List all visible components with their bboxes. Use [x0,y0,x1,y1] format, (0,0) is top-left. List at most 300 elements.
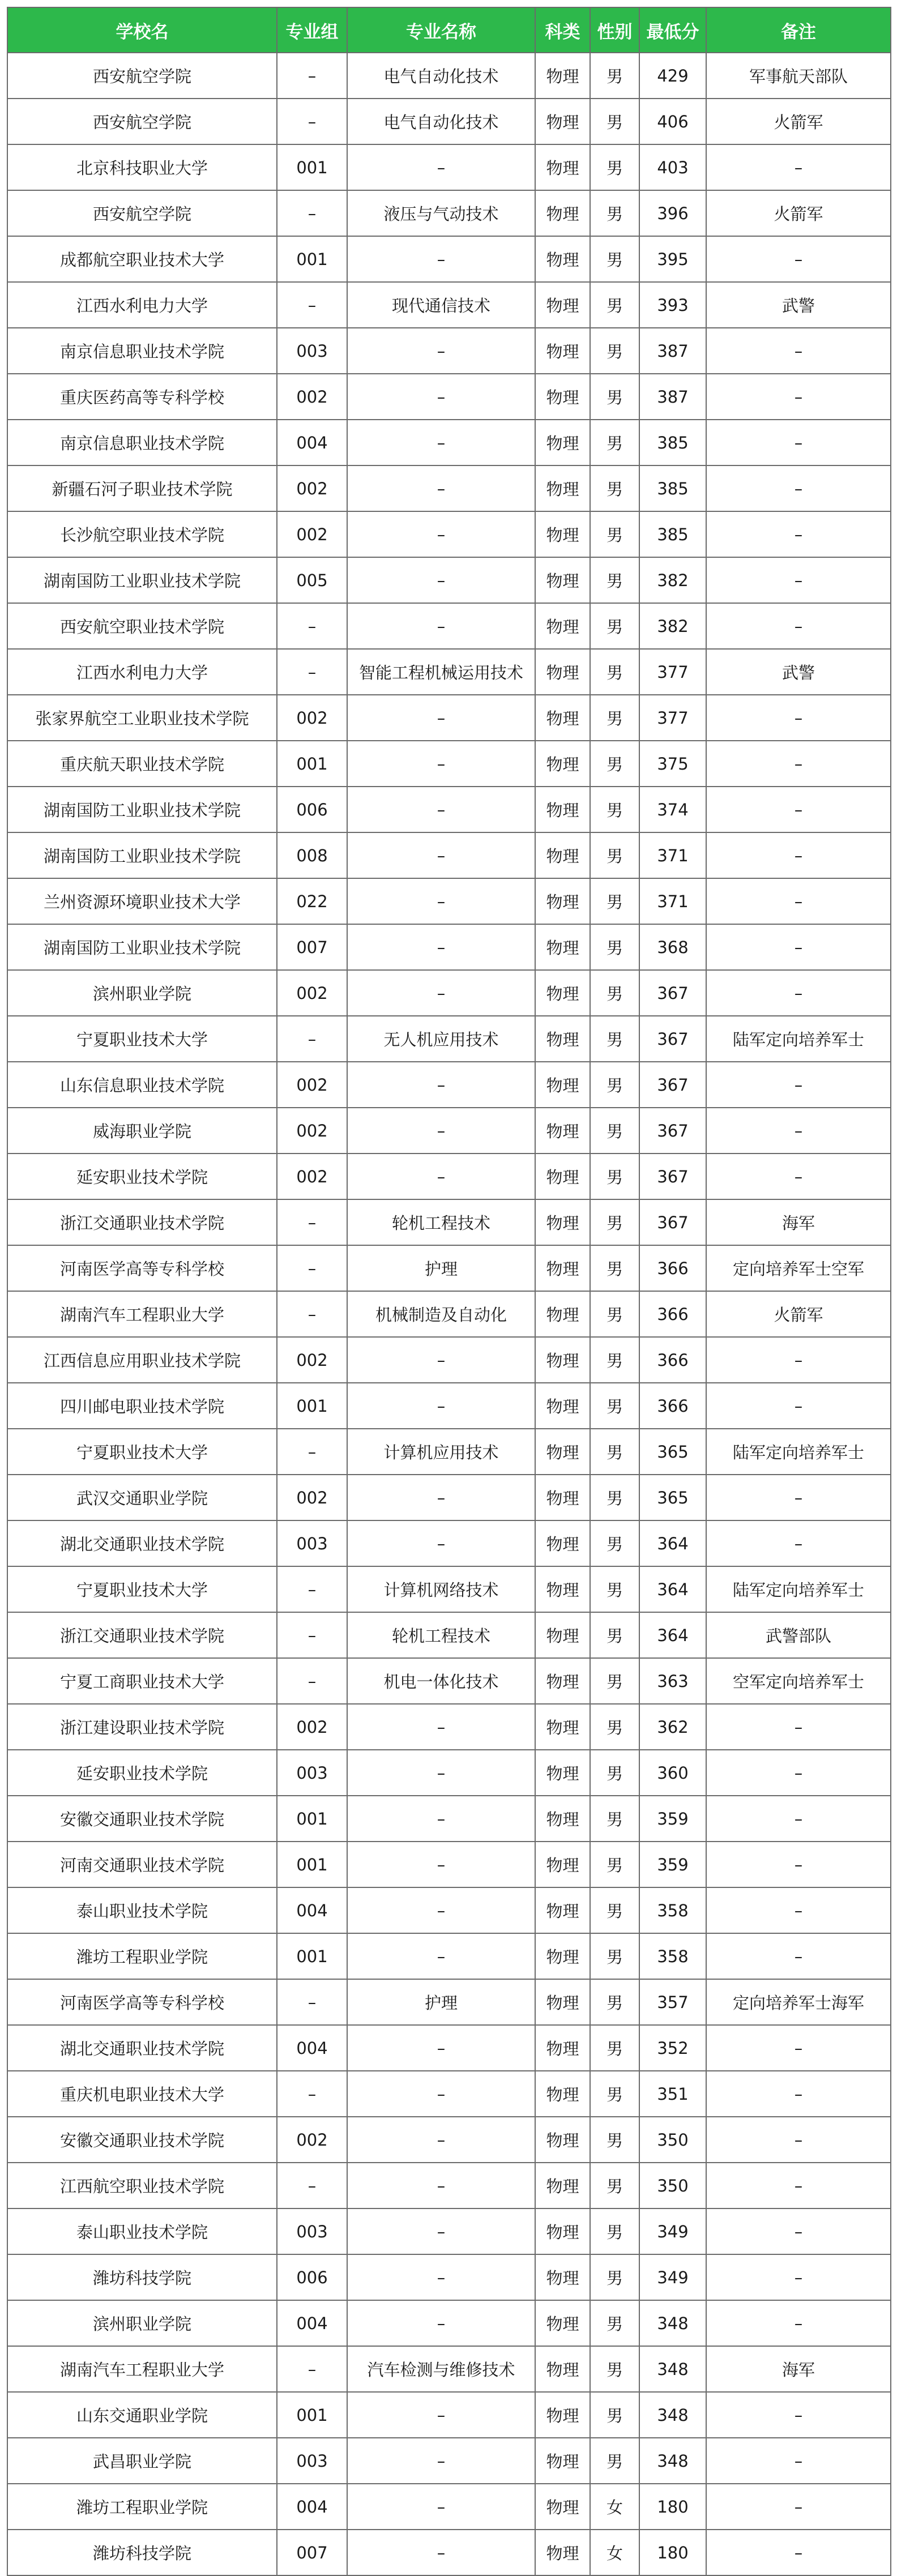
major-group-cell: – [277,1979,347,2025]
header-min-score: 最低分 [639,7,706,53]
major-name-cell: – [347,1887,535,1933]
notes-cell: – [706,1887,891,1933]
subject-cell: 物理 [535,2438,590,2484]
subject-cell: 物理 [535,1337,590,1383]
subject-cell: 物理 [535,2346,590,2392]
major-group-cell: 003 [277,2438,347,2484]
subject-cell: 物理 [535,1612,590,1658]
major-group-cell: – [277,1291,347,1337]
table-row [7,1245,891,1291]
gender-cell: 男 [590,190,639,236]
notes-cell: – [706,2484,891,2530]
major-group-cell: 002 [277,465,347,511]
subject-cell: 物理 [535,603,590,649]
notes-cell: – [706,970,891,1016]
major-name-cell: – [347,328,535,374]
subject-cell: 物理 [535,465,590,511]
min-score-cell: 348 [639,2300,706,2346]
subject-cell: 物理 [535,2025,590,2071]
min-score-cell: 371 [639,832,706,878]
school-cell: 湖南国防工业职业技术学院 [7,832,277,878]
subject-cell: 物理 [535,1979,590,2025]
gender-cell: 男 [590,2071,639,2117]
table-row [7,1062,891,1108]
min-score-cell: 365 [639,1429,706,1475]
major-name-cell: – [347,2025,535,2071]
major-group-cell: 006 [277,2254,347,2300]
school-cell: 兰州资源环境职业技术大学 [7,878,277,924]
major-name-cell: 轮机工程技术 [347,1612,535,1658]
notes-cell: – [706,1796,891,1842]
major-name-cell: – [347,420,535,465]
major-name-cell: 轮机工程技术 [347,1199,535,1245]
min-score-cell: 348 [639,2346,706,2392]
major-name-cell: 液压与气动技术 [347,190,535,236]
subject-cell: 物理 [535,1520,590,1566]
min-score-cell: 396 [639,190,706,236]
major-group-cell: – [277,2163,347,2208]
subject-cell: 物理 [535,2163,590,2208]
major-name-cell: – [347,2484,535,2530]
gender-cell: 男 [590,695,639,741]
gender-cell: 男 [590,970,639,1016]
min-score-cell: 385 [639,420,706,465]
table-row [7,1429,891,1475]
notes-cell: – [706,2300,891,2346]
notes-cell: – [706,1337,891,1383]
major-name-cell: – [347,1750,535,1796]
school-cell: 山东信息职业技术学院 [7,1062,277,1108]
school-cell: 宁夏职业技术大学 [7,1016,277,1062]
gender-cell: 男 [590,1750,639,1796]
table-row [7,2484,891,2530]
school-cell: 南京信息职业技术学院 [7,328,277,374]
min-score-cell: 403 [639,144,706,190]
min-score-cell: 364 [639,1566,706,1612]
notes-cell: – [706,1933,891,1979]
major-group-cell: 003 [277,1750,347,1796]
major-group-cell: 002 [277,695,347,741]
table-row [7,1199,891,1245]
gender-cell: 男 [590,2117,639,2163]
notes-cell: 陆军定向培养军士 [706,1016,891,1062]
notes-cell: – [706,2392,891,2438]
subject-cell: 物理 [535,878,590,924]
gender-cell: 男 [590,741,639,787]
major-name-cell: 计算机应用技术 [347,1429,535,1475]
major-group-cell: 002 [277,374,347,420]
min-score-cell: 350 [639,2163,706,2208]
major-group-cell: – [277,99,347,144]
subject-cell: 物理 [535,236,590,282]
table-row [7,2300,891,2346]
table-row [7,2392,891,2438]
table-row [7,2163,891,2208]
table-row [7,649,891,695]
table-row [7,1291,891,1337]
major-name-cell: – [347,557,535,603]
min-score-cell: 357 [639,1979,706,2025]
subject-cell: 物理 [535,1062,590,1108]
min-score-cell: 406 [639,99,706,144]
subject-cell: 物理 [535,1154,590,1199]
subject-cell: 物理 [535,420,590,465]
major-group-cell: – [277,603,347,649]
major-group-cell: – [277,1245,347,1291]
school-cell: 重庆机电职业技术大学 [7,2071,277,2117]
notes-cell: – [706,1842,891,1887]
notes-cell: – [706,695,891,741]
major-group-cell: 002 [277,1154,347,1199]
notes-cell: 火箭军 [706,1291,891,1337]
header-notes: 备注 [706,7,891,53]
gender-cell: 男 [590,1245,639,1291]
major-group-cell: 003 [277,328,347,374]
table-row [7,1612,891,1658]
major-group-cell: 001 [277,1383,347,1429]
school-cell: 江西航空职业技术学院 [7,2163,277,2208]
table-row [7,465,891,511]
notes-cell: – [706,1154,891,1199]
major-group-cell: – [277,53,347,99]
table-row [7,2025,891,2071]
min-score-cell: 367 [639,1062,706,1108]
min-score-cell: 349 [639,2208,706,2254]
school-cell: 江西水利电力大学 [7,282,277,328]
gender-cell: 男 [590,282,639,328]
major-group-cell: 003 [277,1520,347,1566]
subject-cell: 物理 [535,1750,590,1796]
subject-cell: 物理 [535,649,590,695]
major-name-cell: 汽车检测与维修技术 [347,2346,535,2392]
school-cell: 宁夏职业技术大学 [7,1566,277,1612]
gender-cell: 男 [590,2254,639,2300]
min-score-cell: 367 [639,970,706,1016]
gender-cell: 男 [590,878,639,924]
gender-cell: 男 [590,53,639,99]
school-cell: 江西水利电力大学 [7,649,277,695]
school-cell: 宁夏工商职业技术大学 [7,1658,277,1704]
notes-cell: 武警 [706,649,891,695]
min-score-cell: 385 [639,511,706,557]
major-group-cell: 002 [277,1337,347,1383]
major-group-cell: 001 [277,144,347,190]
subject-cell: 物理 [535,1475,590,1520]
major-group-cell: 007 [277,924,347,970]
min-score-cell: 349 [639,2254,706,2300]
school-cell: 泰山职业技术学院 [7,2208,277,2254]
gender-cell: 男 [590,420,639,465]
subject-cell: 物理 [535,787,590,832]
school-cell: 重庆医药高等专科学校 [7,374,277,420]
major-name-cell: – [347,603,535,649]
major-name-cell: – [347,236,535,282]
table-row [7,1108,891,1154]
subject-cell: 物理 [535,1108,590,1154]
min-score-cell: 359 [639,1796,706,1842]
subject-cell: 物理 [535,2484,590,2530]
table-row [7,787,891,832]
major-group-cell: – [277,1016,347,1062]
subject-cell: 物理 [535,557,590,603]
school-cell: 张家界航空工业职业技术学院 [7,695,277,741]
major-name-cell: – [347,1520,535,1566]
min-score-cell: 365 [639,1475,706,1520]
major-name-cell: – [347,924,535,970]
major-name-cell: – [347,695,535,741]
min-score-cell: 359 [639,1842,706,1887]
school-cell: 西安航空职业技术学院 [7,603,277,649]
min-score-cell: 393 [639,282,706,328]
major-group-cell: 002 [277,511,347,557]
gender-cell: 男 [590,1337,639,1383]
major-group-cell: 001 [277,1796,347,1842]
notes-cell: 定向培养军士海军 [706,1979,891,2025]
major-group-cell: 002 [277,1062,347,1108]
major-name-cell: – [347,2530,535,2575]
table-body [7,53,891,2575]
major-group-cell: – [277,282,347,328]
subject-cell: 物理 [535,1199,590,1245]
min-score-cell: 377 [639,695,706,741]
major-group-cell: 002 [277,1108,347,1154]
gender-cell: 男 [590,1704,639,1750]
gender-cell: 男 [590,1658,639,1704]
gender-cell: 男 [590,787,639,832]
min-score-cell: 180 [639,2530,706,2575]
notes-cell: – [706,511,891,557]
school-cell: 潍坊科技学院 [7,2254,277,2300]
major-name-cell: – [347,1337,535,1383]
major-name-cell: 电气自动化技术 [347,99,535,144]
school-cell: 北京科技职业大学 [7,144,277,190]
min-score-cell: 364 [639,1520,706,1566]
table-row [7,2071,891,2117]
major-name-cell: – [347,2208,535,2254]
major-group-cell: 022 [277,878,347,924]
notes-cell: – [706,787,891,832]
subject-cell: 物理 [535,2392,590,2438]
subject-cell: 物理 [535,374,590,420]
gender-cell: 男 [590,328,639,374]
major-name-cell: – [347,2163,535,2208]
subject-cell: 物理 [535,695,590,741]
subject-cell: 物理 [535,282,590,328]
gender-cell: 男 [590,144,639,190]
min-score-cell: 374 [639,787,706,832]
min-score-cell: 351 [639,2071,706,2117]
subject-cell: 物理 [535,832,590,878]
gender-cell: 男 [590,1887,639,1933]
school-cell: 滨州职业学院 [7,2300,277,2346]
table-row [7,2208,891,2254]
min-score-cell: 363 [639,1658,706,1704]
notes-cell: 火箭军 [706,99,891,144]
school-cell: 西安航空学院 [7,99,277,144]
min-score-cell: 348 [639,2392,706,2438]
subject-cell: 物理 [535,2071,590,2117]
school-cell: 江西信息应用职业技术学院 [7,1337,277,1383]
notes-cell: – [706,1704,891,1750]
table-row [7,1796,891,1842]
score-table [7,7,891,2576]
min-score-cell: 367 [639,1016,706,1062]
major-group-cell: 005 [277,557,347,603]
table-row [7,557,891,603]
min-score-cell: 180 [639,2484,706,2530]
gender-cell: 男 [590,1383,639,1429]
table-row [7,741,891,787]
major-name-cell: – [347,144,535,190]
major-group-cell: 004 [277,2484,347,2530]
major-name-cell: – [347,1108,535,1154]
major-group-cell: 004 [277,420,347,465]
school-cell: 西安航空学院 [7,53,277,99]
major-name-cell: – [347,1383,535,1429]
subject-cell: 物理 [535,1566,590,1612]
notes-cell: – [706,420,891,465]
major-name-cell: – [347,2300,535,2346]
subject-cell: 物理 [535,1658,590,1704]
major-group-cell: 007 [277,2530,347,2575]
major-name-cell: – [347,465,535,511]
min-score-cell: 429 [639,53,706,99]
gender-cell: 男 [590,557,639,603]
gender-cell: 女 [590,2484,639,2530]
table-row [7,2438,891,2484]
subject-cell: 物理 [535,2530,590,2575]
major-name-cell: – [347,1796,535,1842]
major-group-cell: – [277,190,347,236]
school-cell: 湖北交通职业技术学院 [7,1520,277,1566]
min-score-cell: 382 [639,557,706,603]
table-row [7,1154,891,1199]
gender-cell: 男 [590,465,639,511]
table-row [7,695,891,741]
min-score-cell: 367 [639,1199,706,1245]
gender-cell: 男 [590,649,639,695]
school-cell: 长沙航空职业技术学院 [7,511,277,557]
gender-cell: 男 [590,1566,639,1612]
major-name-cell: – [347,2071,535,2117]
major-name-cell: – [347,511,535,557]
gender-cell: 男 [590,99,639,144]
major-group-cell: 006 [277,787,347,832]
school-cell: 武汉交通职业学院 [7,1475,277,1520]
min-score-cell: 360 [639,1750,706,1796]
subject-cell: 物理 [535,99,590,144]
subject-cell: 物理 [535,924,590,970]
min-score-cell: 364 [639,1612,706,1658]
gender-cell: 男 [590,1842,639,1887]
subject-cell: 物理 [535,2254,590,2300]
gender-cell: 男 [590,1520,639,1566]
table-row [7,282,891,328]
notes-cell: – [706,1383,891,1429]
school-cell: 西安航空学院 [7,190,277,236]
notes-cell: – [706,1108,891,1154]
gender-cell: 男 [590,1796,639,1842]
school-cell: 安徽交通职业技术学院 [7,2117,277,2163]
subject-cell: 物理 [535,1383,590,1429]
school-cell: 湖北交通职业技术学院 [7,2025,277,2071]
major-name-cell: 护理 [347,1245,535,1291]
table-row [7,328,891,374]
major-group-cell: 008 [277,832,347,878]
school-cell: 潍坊工程职业学院 [7,1933,277,1979]
major-name-cell: 计算机网络技术 [347,1566,535,1612]
notes-cell: – [706,878,891,924]
notes-cell: – [706,2438,891,2484]
table-row [7,1016,891,1062]
major-group-cell: – [277,2071,347,2117]
major-name-cell: – [347,2392,535,2438]
gender-cell: 男 [590,374,639,420]
min-score-cell: 348 [639,2438,706,2484]
table-row [7,99,891,144]
school-cell: 泰山职业技术学院 [7,1887,277,1933]
school-cell: 潍坊工程职业学院 [7,2484,277,2530]
subject-cell: 物理 [535,511,590,557]
major-group-cell: 002 [277,1704,347,1750]
table-row [7,190,891,236]
notes-cell: 武警 [706,282,891,328]
notes-cell: – [706,2530,891,2575]
min-score-cell: 371 [639,878,706,924]
subject-cell: 物理 [535,1796,590,1842]
notes-cell: – [706,603,891,649]
subject-cell: 物理 [535,2300,590,2346]
min-score-cell: 352 [639,2025,706,2071]
header-subject: 科类 [535,7,590,53]
gender-cell: 男 [590,1933,639,1979]
school-cell: 安徽交通职业技术学院 [7,1796,277,1842]
table-row [7,878,891,924]
table-row [7,2346,891,2392]
notes-cell: – [706,741,891,787]
min-score-cell: 350 [639,2117,706,2163]
min-score-cell: 366 [639,1383,706,1429]
school-cell: 延安职业技术学院 [7,1154,277,1199]
school-cell: 河南医学高等专科学校 [7,1245,277,1291]
major-name-cell: – [347,1842,535,1887]
min-score-cell: 395 [639,236,706,282]
subject-cell: 物理 [535,970,590,1016]
table-row [7,144,891,190]
major-group-cell: 004 [277,1887,347,1933]
gender-cell: 男 [590,1429,639,1475]
school-cell: 南京信息职业技术学院 [7,420,277,465]
notes-cell: – [706,1520,891,1566]
table-row [7,2530,891,2575]
major-name-cell: – [347,1062,535,1108]
table-row [7,1475,891,1520]
notes-cell: – [706,144,891,190]
subject-cell: 物理 [535,1429,590,1475]
subject-cell: 物理 [535,1016,590,1062]
major-group-cell: – [277,649,347,695]
min-score-cell: 375 [639,741,706,787]
major-name-cell: – [347,1475,535,1520]
table-row [7,1658,891,1704]
major-name-cell: 现代通信技术 [347,282,535,328]
min-score-cell: 366 [639,1337,706,1383]
school-cell: 宁夏职业技术大学 [7,1429,277,1475]
table-row [7,374,891,420]
subject-cell: 物理 [535,1704,590,1750]
min-score-cell: 385 [639,465,706,511]
table-row [7,1933,891,1979]
